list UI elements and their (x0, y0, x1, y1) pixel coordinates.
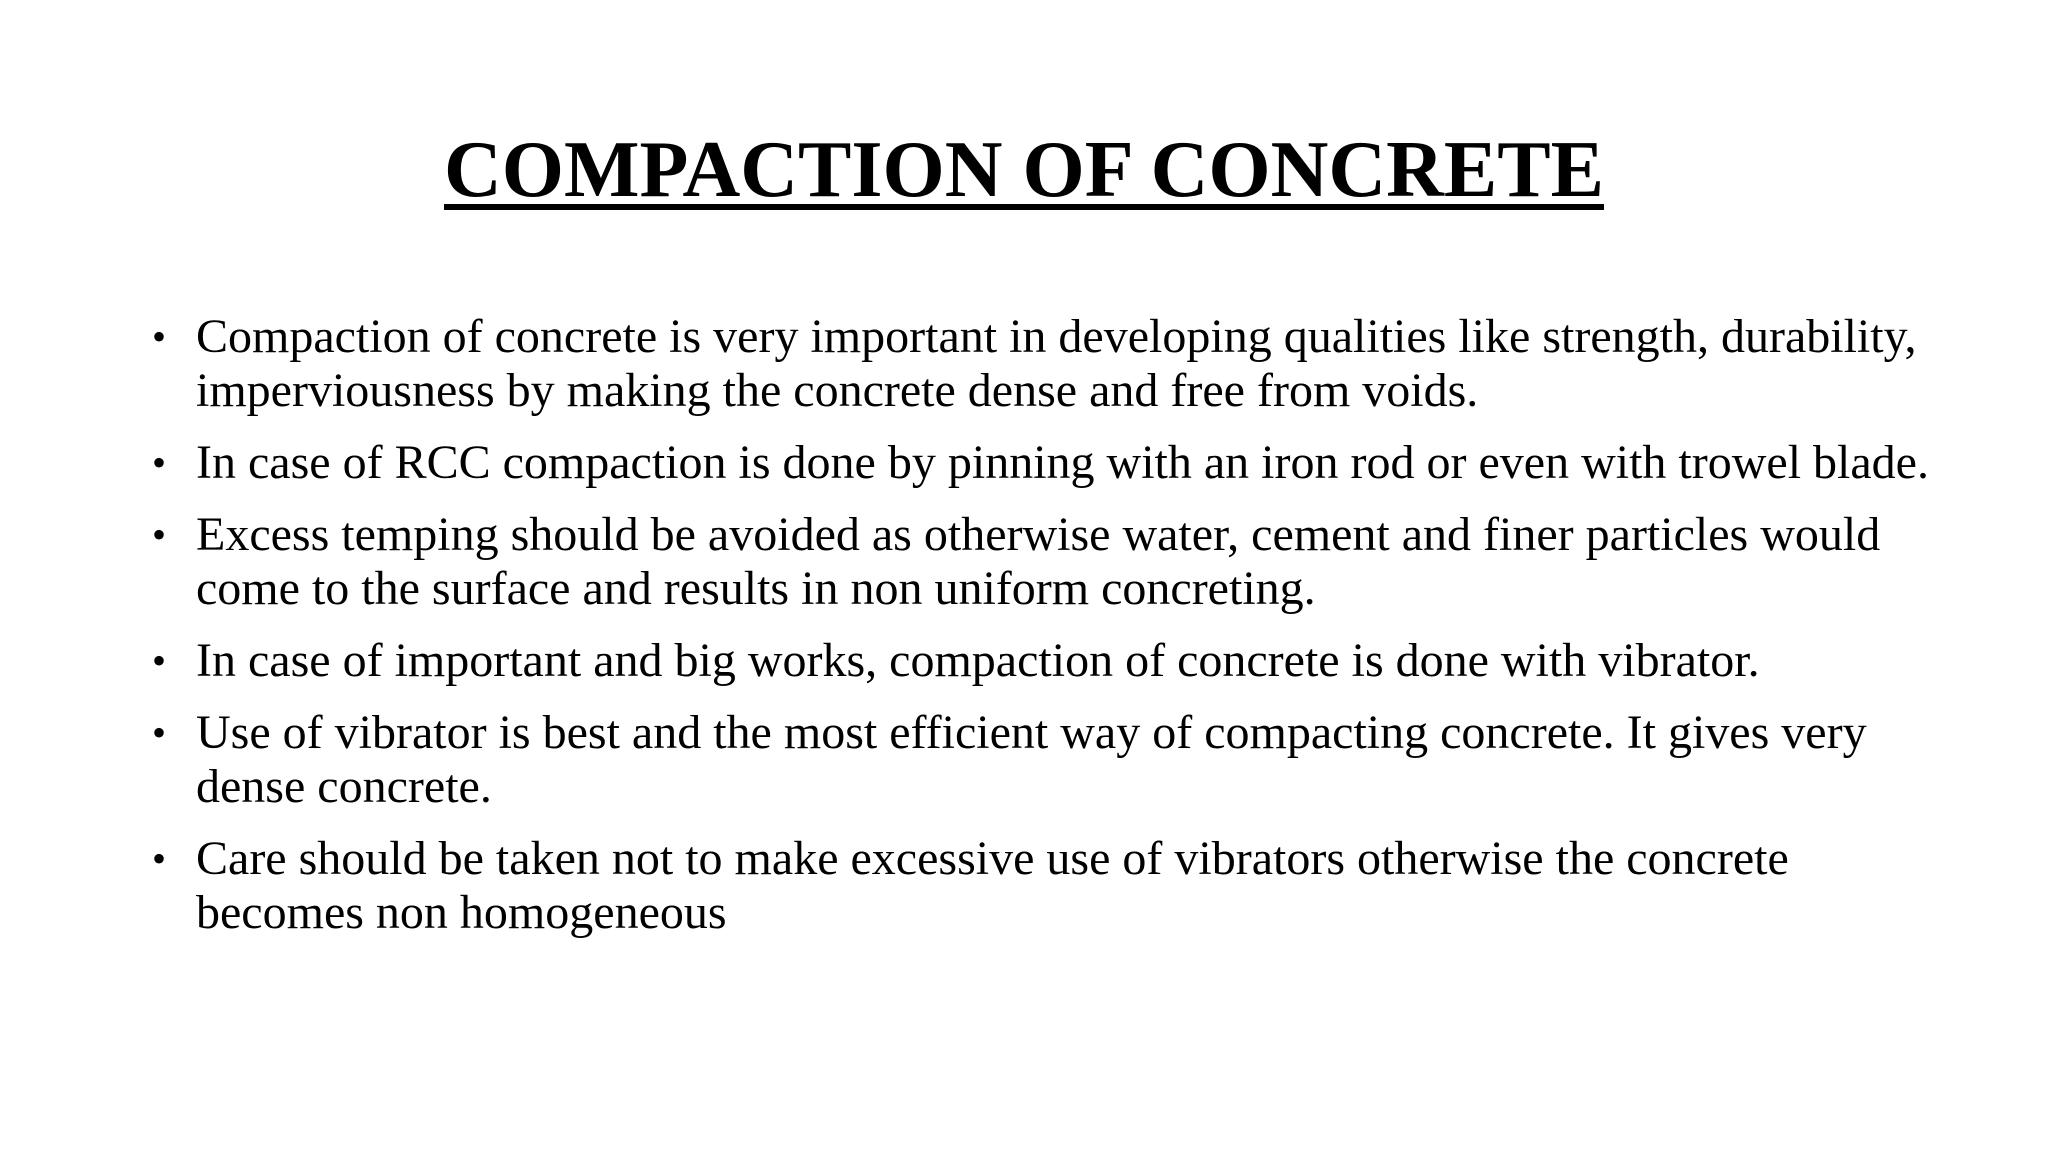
bullet-marker: • (152, 638, 167, 683)
bullet-text: In case of important and big works, compaction of concrete is done with vibrator. (196, 634, 1760, 687)
bullet-marker: • (152, 836, 167, 881)
bullet-marker: • (152, 512, 167, 557)
bullet-text: In case of RCC compaction is done by pinning with an iron rod or even with trowel blade. (196, 436, 1929, 489)
bullet-list (152, 310, 1932, 958)
bullet-item-3 (152, 508, 1932, 616)
slide-title (0, 125, 2048, 215)
bullet-text: Care should be taken not to make excessive use of vibrators otherwise the concrete becomes non homogeneous (196, 832, 1789, 939)
bullet-item-1 (152, 310, 1932, 418)
bullet-item-5 (152, 706, 1932, 814)
bullet-item-6 (152, 832, 1932, 940)
bullet-marker: • (152, 314, 167, 359)
bullet-marker: • (152, 710, 167, 755)
bullet-text: Excess temping should be avoided as otherwise water, cement and finer particles would come to the surface and results in non uniform concreting. (196, 508, 1881, 615)
slide-title-text: COMPACTION OF CONCRETE (444, 126, 1604, 214)
bullet-text: Use of vibrator is best and the most efficient way of compacting concrete. It gives very dense concrete. (196, 706, 1867, 813)
bullet-item-2 (152, 436, 1932, 490)
bullet-text: Compaction of concrete is very important in developing qualities like strength, durability, imperviousness by making the concrete dense and free from voids. (196, 310, 1917, 417)
bullet-item-4 (152, 634, 1932, 688)
bullet-marker: • (152, 440, 167, 485)
